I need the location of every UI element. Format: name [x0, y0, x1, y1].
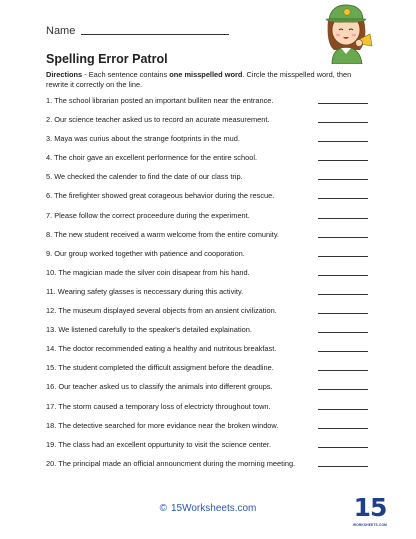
sentence-text: 6. The firefighter showed great corageous behavior during the rescue. [46, 191, 275, 201]
name-label: Name [46, 25, 76, 37]
sentence-item [46, 287, 368, 306]
answer-line[interactable] [318, 447, 368, 448]
sentence-text: 9. Our group worked together with patience and cooporation. [46, 248, 245, 258]
sentence-text: 13. We listened carefully to the speaker's detailed explaination. [46, 325, 252, 335]
sentence-text: 20. The principal made an official announcment during the morning meeting. [46, 458, 296, 468]
answer-line[interactable] [318, 103, 368, 104]
name-field-row [46, 25, 229, 37]
sentence-item [46, 211, 368, 230]
answer-line[interactable] [318, 237, 368, 238]
sentence-item [46, 440, 368, 459]
directions-rest: . Circle the misspelled word, then rewrite it correctly on the line. [46, 70, 352, 89]
copyright-symbol: © [159, 503, 167, 514]
sentence-item [46, 191, 368, 210]
sentence-item [46, 421, 368, 440]
sentence-text: 15. The student completed the difficult assigment before the deadline. [46, 363, 274, 373]
answer-line[interactable] [318, 179, 368, 180]
sentence-item [46, 172, 368, 191]
sentence-text: 12. The museum displayed several objects from an ansient civilization. [46, 306, 277, 316]
sentence-text: 1. The school librarian posted an important bulliten near the entrance. [46, 96, 274, 105]
answer-line[interactable] [318, 389, 368, 390]
directions-text [46, 70, 368, 89]
answer-line[interactable] [318, 160, 368, 161]
answer-line[interactable] [318, 428, 368, 429]
answer-line[interactable] [318, 351, 368, 352]
sentence-text: 2. Our science teacher asked us to record an acurate measurement. [46, 115, 270, 125]
sentence-item [46, 115, 368, 134]
sentence-text: 10. The magician made the silver coin disapear from his hand. [46, 267, 250, 277]
logo-subtext: WORKSHEETS.COM [353, 523, 387, 527]
answer-line[interactable] [318, 409, 368, 410]
sentence-item [46, 344, 368, 363]
sentence-item [46, 249, 368, 268]
sentence-item [46, 363, 368, 382]
sentence-text: 4. The choir gave an excellent performence for the entire school. [46, 153, 258, 163]
answer-line[interactable] [318, 122, 368, 123]
sentence-item [46, 306, 368, 325]
sentence-text: 14. The doctor recommended eating a healthy and nutritous breakfast. [46, 344, 277, 354]
directions-prefix: Directions [46, 70, 83, 79]
sentence-item [46, 459, 368, 478]
sentence-list [46, 96, 368, 478]
sentence-item [46, 230, 368, 249]
footer-site-link[interactable]: 15Worksheets.com [170, 503, 257, 514]
mascot-girl-illustration [316, 0, 378, 64]
answer-line[interactable] [318, 198, 368, 199]
answer-line[interactable] [318, 313, 368, 314]
sentence-item [46, 268, 368, 287]
sentence-item [46, 96, 368, 115]
sentence-item [46, 402, 368, 421]
directions-mid: - Each sentence contains [82, 70, 170, 79]
sentence-text: 18. The detective searched for more evidance near the broken window. [46, 420, 279, 430]
sentence-item [46, 382, 368, 401]
sentence-text: 3. Maya was curius about the strange footprints in the mud. [46, 134, 240, 144]
15worksheets-logo [353, 494, 387, 532]
sentence-text: 16. Our teacher asked us to classify the animals into different groups. [46, 382, 273, 392]
answer-line[interactable] [318, 370, 368, 371]
sentence-text: 17. The storm caused a temporary loss of electricty throughout town. [46, 401, 271, 411]
sentence-item [46, 134, 368, 153]
name-input-line[interactable] [81, 34, 229, 35]
answer-line[interactable] [318, 294, 368, 295]
sentence-text: 11. Wearing safety glasses is neccessary during this activity. [46, 286, 244, 296]
answer-line[interactable] [318, 466, 368, 467]
sentence-text: 5. We checked the calender to find the date of our class trip. [46, 172, 243, 182]
answer-line[interactable] [318, 218, 368, 219]
logo-number: 15 [353, 493, 387, 522]
answer-line[interactable] [318, 275, 368, 276]
sentence-text: 8. The new student received a warm welcome from the entire comunity. [46, 229, 280, 239]
sentence-text: 7. Please follow the correct proceedure during the experiment. [46, 210, 250, 220]
sentence-text: 19. The class had an excellent oppurtunity to visit the science center. [46, 439, 271, 449]
sentence-item [46, 325, 368, 344]
answer-line[interactable] [318, 332, 368, 333]
worksheet-title: Spelling Error Patrol [46, 52, 168, 66]
answer-line[interactable] [318, 256, 368, 257]
directions-bold: one misspelled word [169, 70, 243, 79]
answer-line[interactable] [318, 141, 368, 142]
sentence-item [46, 153, 368, 172]
